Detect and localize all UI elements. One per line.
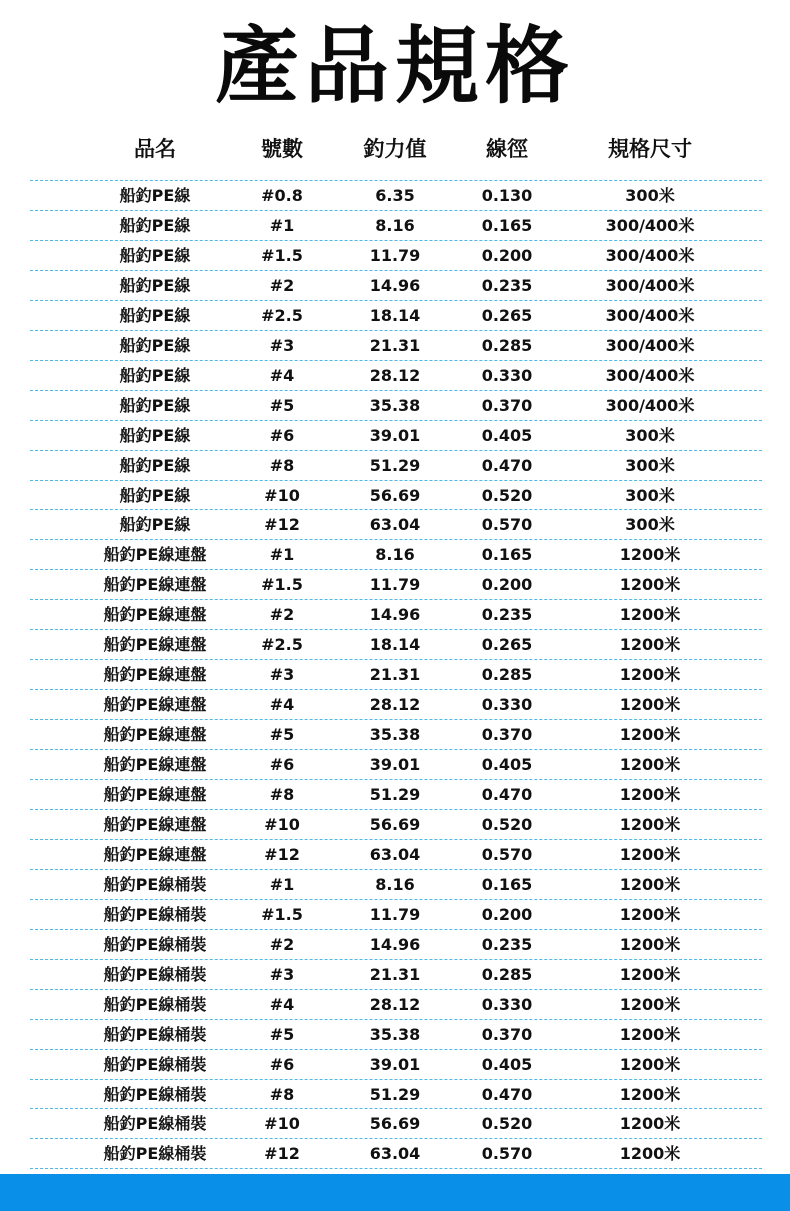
spec-length-cell: 1200米 xyxy=(619,874,681,894)
strength-cell: 11.79 xyxy=(369,245,421,265)
diameter-cell: 0.470 xyxy=(481,1084,533,1104)
diameter-cell: 0.285 xyxy=(481,964,533,984)
diameter-cell: 0.470 xyxy=(481,455,533,475)
spec-length-cell: 1200米 xyxy=(619,755,681,775)
size-number-cell: #1.5 xyxy=(261,575,303,595)
table-row xyxy=(0,510,790,540)
spec-length-cell: 300/400米 xyxy=(605,245,695,265)
table-row xyxy=(0,481,790,511)
size-number-cell: #10 xyxy=(264,485,300,505)
spec-length-cell: 300/400米 xyxy=(605,215,695,235)
table-row xyxy=(0,1109,790,1139)
table-row xyxy=(0,1080,790,1110)
spec-length-cell: 1200米 xyxy=(619,1144,681,1164)
product-name-cell: 船釣PE線 xyxy=(119,455,191,475)
table-row xyxy=(0,331,790,361)
product-name-cell: 船釣PE線 xyxy=(119,365,191,385)
spec-length-cell: 1200米 xyxy=(619,575,681,595)
strength-cell: 11.79 xyxy=(369,575,421,595)
product-name-cell: 船釣PE線桶裝 xyxy=(103,1084,207,1104)
table-row xyxy=(0,810,790,840)
size-number-cell: #2 xyxy=(269,275,295,295)
product-name-cell: 船釣PE線連盤 xyxy=(103,695,207,715)
spec-length-cell: 1200米 xyxy=(619,635,681,655)
spec-length-cell: 1200米 xyxy=(619,1054,681,1074)
product-name-cell: 船釣PE線桶裝 xyxy=(103,874,207,894)
size-number-cell: #4 xyxy=(269,365,295,385)
diameter-cell: 0.330 xyxy=(481,365,533,385)
diameter-cell: 0.200 xyxy=(481,904,533,924)
product-name-cell: 船釣PE線桶裝 xyxy=(103,904,207,924)
spec-length-cell: 300米 xyxy=(625,186,675,205)
table-row xyxy=(0,1020,790,1050)
diameter-cell: 0.470 xyxy=(481,785,533,804)
product-name-cell: 船釣PE線連盤 xyxy=(103,844,207,864)
size-number-cell: #8 xyxy=(269,455,295,475)
table-row xyxy=(0,271,790,301)
diameter-cell: 0.520 xyxy=(481,814,533,834)
strength-cell: 8.16 xyxy=(375,215,415,235)
spec-length-cell: 300/400米 xyxy=(605,395,695,415)
strength-cell: 35.38 xyxy=(369,395,421,415)
spec-length-cell: 1200米 xyxy=(619,904,681,924)
diameter-cell: 0.520 xyxy=(481,1114,533,1134)
column-header-size-number: 號數 xyxy=(261,137,303,161)
column-header-strength: 釣力值 xyxy=(363,137,427,161)
product-name-cell: 船釣PE線 xyxy=(119,335,191,355)
diameter-cell: 0.370 xyxy=(481,725,533,745)
strength-cell: 8.16 xyxy=(375,874,415,894)
diameter-cell: 0.330 xyxy=(481,695,533,715)
table-row xyxy=(0,361,790,391)
diameter-cell: 0.570 xyxy=(481,1144,533,1164)
page-title: 產品規格 xyxy=(214,17,575,115)
product-name-cell: 船釣PE線連盤 xyxy=(103,814,207,834)
strength-cell: 63.04 xyxy=(369,515,421,535)
product-name-cell: 船釣PE線連盤 xyxy=(103,725,207,745)
product-name-cell: 船釣PE線 xyxy=(119,425,191,445)
diameter-cell: 0.235 xyxy=(481,934,533,954)
table-row xyxy=(0,750,790,780)
size-number-cell: #10 xyxy=(264,814,300,834)
spec-length-cell: 1200米 xyxy=(619,665,681,685)
product-name-cell: 船釣PE線連盤 xyxy=(103,755,207,775)
diameter-cell: 0.285 xyxy=(481,665,533,685)
size-number-cell: #8 xyxy=(269,1084,295,1104)
diameter-cell: 0.130 xyxy=(481,186,533,205)
spec-length-cell: 1200米 xyxy=(619,605,681,625)
size-number-cell: #2.5 xyxy=(261,305,303,325)
spec-length-cell: 1200米 xyxy=(619,814,681,834)
size-number-cell: #1 xyxy=(269,874,295,894)
strength-cell: 51.29 xyxy=(369,1084,421,1104)
product-name-cell: 船釣PE線連盤 xyxy=(103,545,207,565)
spec-length-cell: 300/400米 xyxy=(605,365,695,385)
table-header xyxy=(0,132,790,166)
table-row xyxy=(0,960,790,990)
size-number-cell: #5 xyxy=(269,725,295,745)
strength-cell: 56.69 xyxy=(369,814,421,834)
table-row xyxy=(0,930,790,960)
strength-cell: 8.16 xyxy=(375,545,415,565)
strength-cell: 35.38 xyxy=(369,1024,421,1044)
strength-cell: 63.04 xyxy=(369,844,421,864)
strength-cell: 39.01 xyxy=(369,425,421,445)
product-name-cell: 船釣PE線桶裝 xyxy=(103,1054,207,1074)
table-row xyxy=(0,600,790,630)
table-row xyxy=(0,630,790,660)
strength-cell: 51.29 xyxy=(369,455,421,475)
strength-cell: 18.14 xyxy=(369,635,421,655)
row-divider xyxy=(30,1168,762,1169)
table-row xyxy=(0,990,790,1020)
table-row xyxy=(0,181,790,211)
diameter-cell: 0.405 xyxy=(481,425,533,445)
spec-length-cell: 1200米 xyxy=(619,785,681,804)
table-row xyxy=(0,780,790,810)
spec-length-cell: 1200米 xyxy=(619,725,681,745)
size-number-cell: #1.5 xyxy=(261,904,303,924)
table-row xyxy=(0,870,790,900)
product-name-cell: 船釣PE線桶裝 xyxy=(103,1114,207,1134)
spec-length-cell: 1200米 xyxy=(619,1114,681,1134)
spec-length-cell: 300/400米 xyxy=(605,275,695,295)
diameter-cell: 0.285 xyxy=(481,335,533,355)
product-name-cell: 船釣PE線 xyxy=(119,305,191,325)
strength-cell: 39.01 xyxy=(369,755,421,775)
column-header-spec-length: 規格尺寸 xyxy=(608,137,692,161)
product-name-cell: 船釣PE線 xyxy=(119,515,191,535)
strength-cell: 39.01 xyxy=(369,1054,421,1074)
size-number-cell: #2 xyxy=(269,934,295,954)
product-name-cell: 船釣PE線連盤 xyxy=(103,785,207,804)
strength-cell: 6.35 xyxy=(375,186,415,205)
diameter-cell: 0.520 xyxy=(481,485,533,505)
strength-cell: 28.12 xyxy=(369,365,421,385)
size-number-cell: #6 xyxy=(269,425,295,445)
diameter-cell: 0.235 xyxy=(481,605,533,625)
product-name-cell: 船釣PE線 xyxy=(119,215,191,235)
diameter-cell: 0.165 xyxy=(481,874,533,894)
product-name-cell: 船釣PE線連盤 xyxy=(103,575,207,595)
product-name-cell: 船釣PE線連盤 xyxy=(103,605,207,625)
size-number-cell: #8 xyxy=(269,785,295,804)
product-name-cell: 船釣PE線 xyxy=(119,245,191,265)
table-row xyxy=(0,840,790,870)
footer-bar xyxy=(0,1174,790,1211)
strength-cell: 28.12 xyxy=(369,695,421,715)
spec-length-cell: 1200米 xyxy=(619,844,681,864)
diameter-cell: 0.370 xyxy=(481,395,533,415)
strength-cell: 14.96 xyxy=(369,605,421,625)
diameter-cell: 0.405 xyxy=(481,755,533,775)
table-row xyxy=(0,451,790,481)
table-row xyxy=(0,900,790,930)
diameter-cell: 0.370 xyxy=(481,1024,533,1044)
spec-length-cell: 1200米 xyxy=(619,1084,681,1104)
strength-cell: 14.96 xyxy=(369,934,421,954)
size-number-cell: #2.5 xyxy=(261,635,303,655)
spec-length-cell: 300/400米 xyxy=(605,335,695,355)
strength-cell: 11.79 xyxy=(369,904,421,924)
spec-length-cell: 300米 xyxy=(625,425,675,445)
table-row xyxy=(0,570,790,600)
strength-cell: 21.31 xyxy=(369,964,421,984)
table-row xyxy=(0,391,790,421)
size-number-cell: #4 xyxy=(269,994,295,1014)
column-header-diameter: 線徑 xyxy=(486,137,528,161)
table-row xyxy=(0,421,790,451)
strength-cell: 35.38 xyxy=(369,725,421,745)
strength-cell: 18.14 xyxy=(369,305,421,325)
diameter-cell: 0.165 xyxy=(481,545,533,565)
size-number-cell: #6 xyxy=(269,755,295,775)
spec-length-cell: 300米 xyxy=(625,455,675,475)
diameter-cell: 0.235 xyxy=(481,275,533,295)
spec-length-cell: 300米 xyxy=(625,485,675,505)
size-number-cell: #12 xyxy=(264,1144,300,1164)
diameter-cell: 0.200 xyxy=(481,575,533,595)
table-row xyxy=(0,1050,790,1080)
spec-length-cell: 300米 xyxy=(625,515,675,535)
product-name-cell: 船釣PE線連盤 xyxy=(103,635,207,655)
product-name-cell: 船釣PE線桶裝 xyxy=(103,934,207,954)
size-number-cell: #5 xyxy=(269,395,295,415)
table-row xyxy=(0,301,790,331)
spec-length-cell: 1200米 xyxy=(619,964,681,984)
product-name-cell: 船釣PE線連盤 xyxy=(103,665,207,685)
size-number-cell: #0.8 xyxy=(261,186,303,205)
strength-cell: 14.96 xyxy=(369,275,421,295)
column-header-name: 品名 xyxy=(134,137,176,161)
table-row xyxy=(0,241,790,271)
product-name-cell: 船釣PE線桶裝 xyxy=(103,1144,207,1164)
diameter-cell: 0.405 xyxy=(481,1054,533,1074)
size-number-cell: #1.5 xyxy=(261,245,303,265)
size-number-cell: #10 xyxy=(264,1114,300,1134)
product-name-cell: 船釣PE線 xyxy=(119,186,191,205)
strength-cell: 21.31 xyxy=(369,335,421,355)
diameter-cell: 0.330 xyxy=(481,994,533,1014)
product-name-cell: 船釣PE線 xyxy=(119,275,191,295)
product-name-cell: 船釣PE線 xyxy=(119,395,191,415)
product-name-cell: 船釣PE線桶裝 xyxy=(103,1024,207,1044)
spec-length-cell: 1200米 xyxy=(619,545,681,565)
size-number-cell: #12 xyxy=(264,844,300,864)
diameter-cell: 0.570 xyxy=(481,844,533,864)
diameter-cell: 0.200 xyxy=(481,245,533,265)
strength-cell: 56.69 xyxy=(369,1114,421,1134)
spec-length-cell: 1200米 xyxy=(619,934,681,954)
size-number-cell: #3 xyxy=(269,665,295,685)
size-number-cell: #4 xyxy=(269,695,295,715)
diameter-cell: 0.570 xyxy=(481,515,533,535)
table-row xyxy=(0,660,790,690)
diameter-cell: 0.265 xyxy=(481,305,533,325)
spec-length-cell: 1200米 xyxy=(619,994,681,1014)
size-number-cell: #3 xyxy=(269,964,295,984)
table-row xyxy=(0,1139,790,1169)
size-number-cell: #3 xyxy=(269,335,295,355)
size-number-cell: #12 xyxy=(264,515,300,535)
size-number-cell: #6 xyxy=(269,1054,295,1074)
table-row xyxy=(0,690,790,720)
product-name-cell: 船釣PE線桶裝 xyxy=(103,994,207,1014)
table-row xyxy=(0,211,790,241)
spec-length-cell: 300/400米 xyxy=(605,305,695,325)
size-number-cell: #1 xyxy=(269,215,295,235)
diameter-cell: 0.265 xyxy=(481,635,533,655)
diameter-cell: 0.165 xyxy=(481,215,533,235)
size-number-cell: #1 xyxy=(269,545,295,565)
strength-cell: 51.29 xyxy=(369,785,421,804)
strength-cell: 28.12 xyxy=(369,994,421,1014)
product-name-cell: 船釣PE線 xyxy=(119,485,191,505)
spec-length-cell: 1200米 xyxy=(619,1024,681,1044)
size-number-cell: #5 xyxy=(269,1024,295,1044)
size-number-cell: #2 xyxy=(269,605,295,625)
product-name-cell: 船釣PE線桶裝 xyxy=(103,964,207,984)
spec-length-cell: 1200米 xyxy=(619,695,681,715)
strength-cell: 21.31 xyxy=(369,665,421,685)
table-row xyxy=(0,540,790,570)
strength-cell: 56.69 xyxy=(369,485,421,505)
strength-cell: 63.04 xyxy=(369,1144,421,1164)
table-row xyxy=(0,720,790,750)
